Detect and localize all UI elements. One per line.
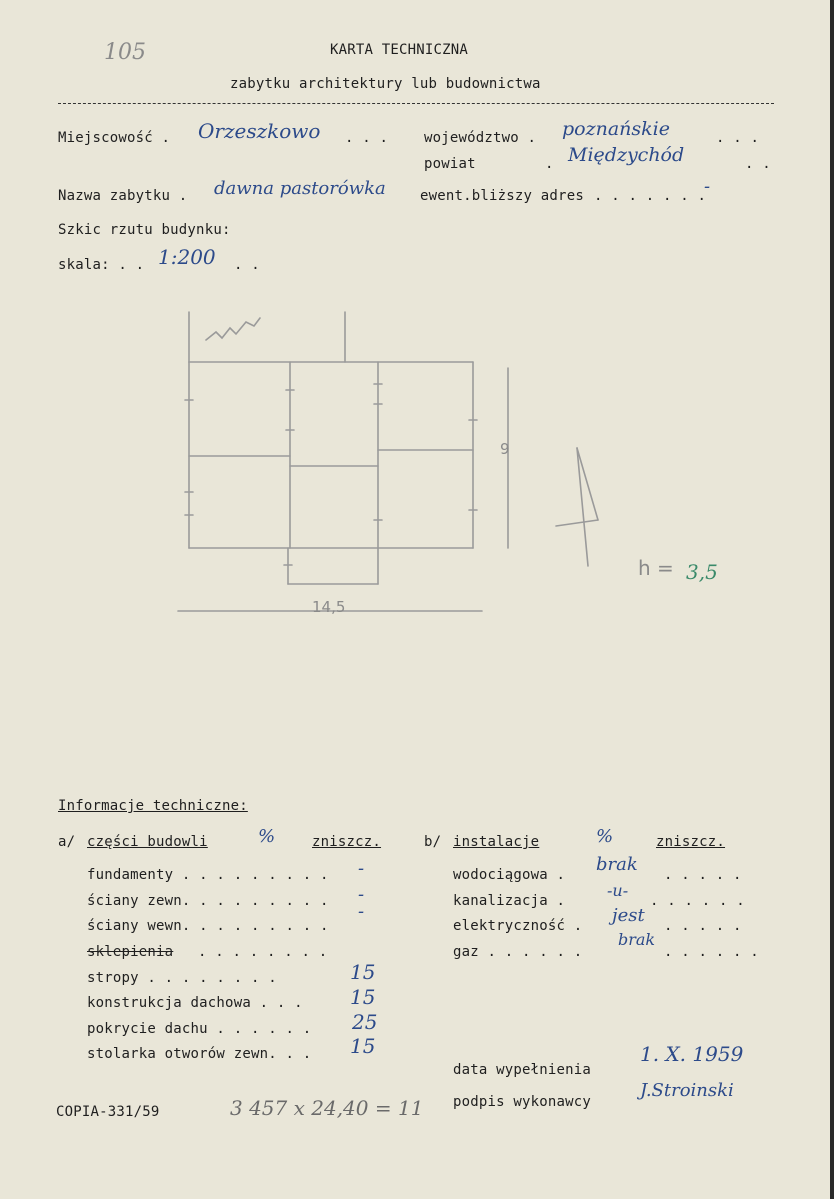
installation-dots: . . . . . — [664, 918, 742, 934]
part-value: - — [358, 884, 365, 905]
part-value: - — [358, 858, 365, 879]
podpis-value: J.Stroinski — [640, 1080, 734, 1101]
wojewodztwo-dots: . . . — [716, 130, 760, 146]
a-heading: części budowli — [87, 834, 208, 850]
podpis-label: podpis wykonawcy — [453, 1094, 592, 1110]
installation-dots: . . . . . . — [664, 944, 759, 960]
miejscowosc-label: Miejscowość . — [58, 130, 171, 146]
a-label: a/ — [58, 834, 76, 850]
b-zniszcz: zniszcz. — [656, 834, 726, 850]
installation-value: brak — [596, 854, 638, 875]
adres-label: ewent.bliższy adres — [420, 188, 584, 204]
part-label: fundamenty . . . . . . . . . — [87, 867, 329, 883]
b-label: b/ — [424, 834, 442, 850]
part-label: stropy . . . . . . . . — [87, 970, 277, 986]
info-heading: Informacje techniczne: — [58, 798, 248, 814]
part-value: 15 — [350, 985, 376, 1009]
part-label: ściany zewn. . . . . . . . . — [87, 893, 329, 909]
a-pct: % — [258, 826, 276, 847]
miejscowosc-value: Orzeszkowo — [198, 119, 321, 143]
wojewodztwo-value: poznańskie — [562, 118, 670, 140]
installation-label: wodociągowa . — [453, 867, 566, 883]
installation-label: gaz . . . . . . — [453, 944, 583, 960]
adres-value: - — [704, 176, 711, 197]
part-dots: . . . . . . . . — [198, 944, 328, 960]
data-label: data wypełnienia — [453, 1062, 592, 1078]
part-value: 15 — [350, 1034, 376, 1058]
nazwa-value: dawna pastorówka — [214, 178, 386, 199]
part-label: ściany wewn. . . . . . . . . — [87, 918, 329, 934]
card-number: 105 — [104, 40, 146, 65]
wojewodztwo-label: województwo . — [424, 130, 537, 146]
skala-value: 1:200 — [158, 245, 216, 269]
part-label: pokrycie dachu . . . . . . — [87, 1021, 312, 1037]
skala-dots: . . — [234, 257, 260, 273]
height-value: 3,5 — [686, 560, 718, 584]
miejscowosc-dots: . . . — [345, 130, 389, 146]
b-heading: instalacje — [453, 834, 540, 850]
szkic-label: Szkic rzutu budynku: — [58, 222, 231, 238]
nazwa-label: Nazwa zabytku . — [58, 188, 188, 204]
card-subtitle: zabytku architektury lub budownictwa — [230, 76, 541, 92]
adres-dots: . . . . . . . — [594, 188, 707, 204]
part-value: 15 — [350, 960, 376, 984]
installation-label: elektryczność . — [453, 918, 583, 934]
dimension-depth-label: 9 — [500, 440, 510, 458]
installation-value: -u- — [607, 881, 629, 900]
part-label-struck: sklepienia — [87, 944, 174, 960]
dimension-width-label: 14,5 — [312, 598, 346, 616]
part-value: 25 — [352, 1010, 378, 1034]
height-label: h = — [638, 556, 674, 580]
copia-label: COPIA-331/59 — [56, 1104, 160, 1120]
installation-label: kanalizacja . — [453, 893, 566, 909]
pencil-scribble — [206, 318, 260, 340]
data-value: 1. X. 1959 — [640, 1042, 744, 1066]
part-label: stolarka otworów zewn. . . — [87, 1046, 312, 1062]
powiat-label: powiat — [424, 156, 476, 172]
installation-value: brak — [618, 930, 656, 949]
powiat-value: Międzychód — [568, 144, 685, 166]
north-arrow — [556, 520, 598, 526]
card-title: KARTA TECHNICZNA — [330, 42, 469, 58]
part-label: konstrukcja dachowa . . . — [87, 995, 303, 1011]
part-value: - — [358, 901, 365, 922]
b-pct: % — [596, 826, 614, 847]
a-zniszcz: zniszcz. — [312, 834, 382, 850]
powiat-dot: . — [545, 156, 554, 172]
pencil-calculation: 3 457 x 24,40 = 11 — [230, 1096, 424, 1120]
installation-value: jest — [612, 905, 645, 926]
installation-dots: . . . . . — [664, 867, 742, 883]
skala-label: skala: . . — [58, 257, 145, 273]
installation-dots: . . . . . . — [650, 893, 745, 909]
powiat-dots: . . — [745, 156, 771, 172]
